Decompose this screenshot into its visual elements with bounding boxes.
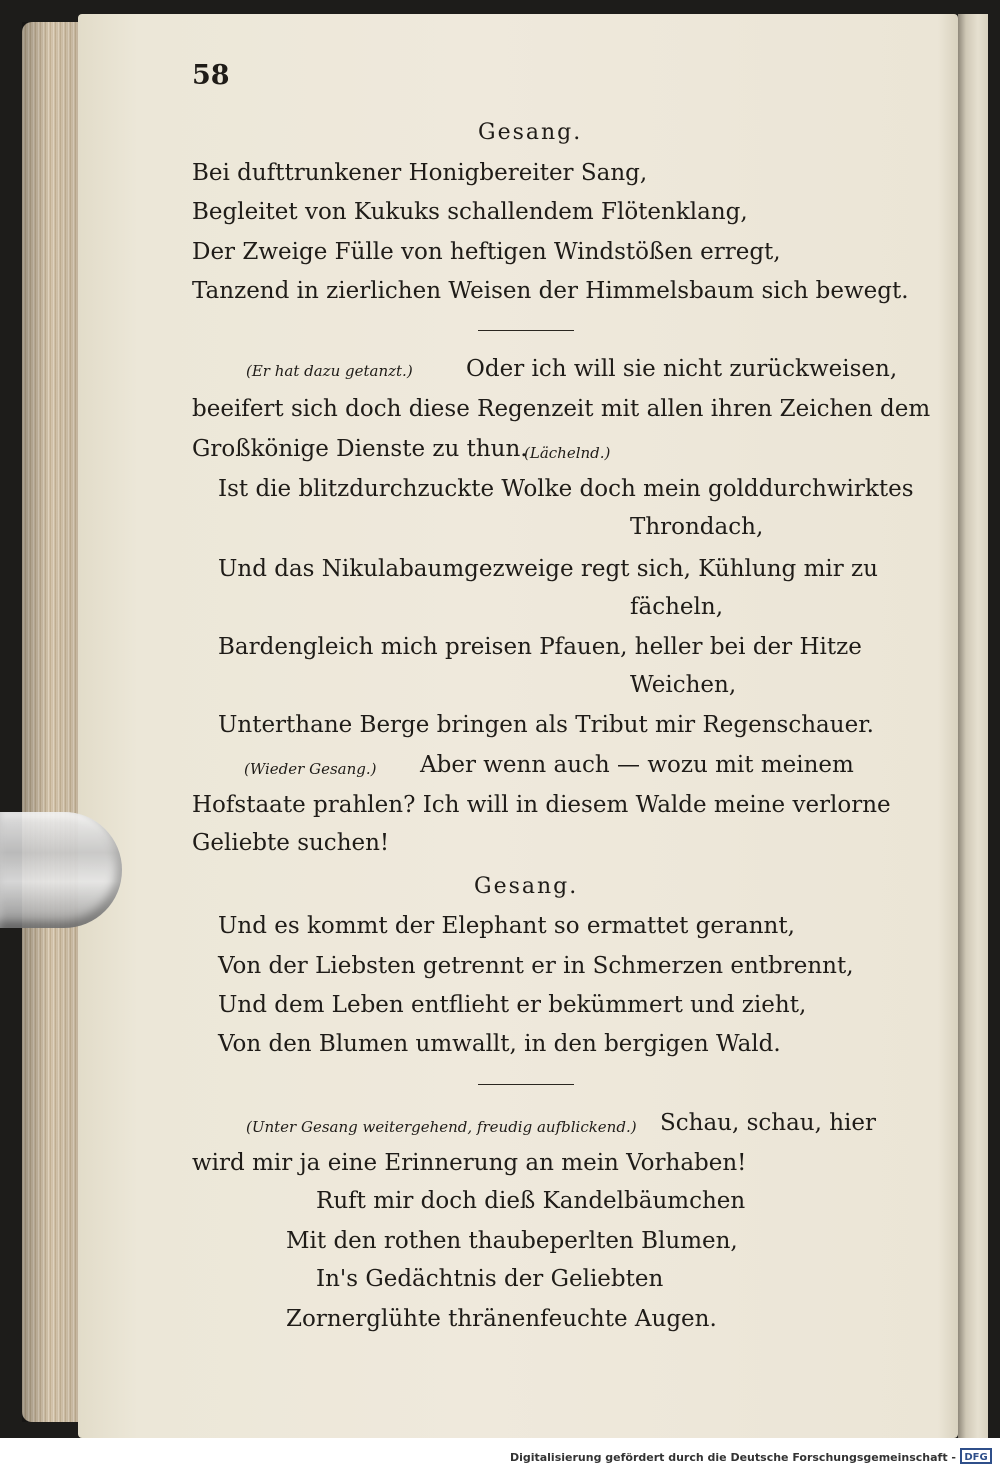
verse-line: In's Gedächtnis der Geliebten [316, 1266, 664, 1292]
page-clip [0, 812, 122, 928]
verse-line-continuation: fächeln, [630, 594, 724, 620]
verse-line-continuation: Throndach, [630, 514, 764, 540]
facing-page-edge [958, 14, 988, 1438]
stage-direction: (Unter Gesang weitergehend, freudig aufblickend.) [246, 1118, 637, 1136]
heading-gesang-2: Gesang. [474, 874, 579, 899]
footer-credit: Digitalisierung gefördert durch die Deutsche Forschungsgemeinschaft - [509, 1451, 956, 1464]
prose-line: Geliebte suchen! [192, 830, 390, 856]
heading-gesang-1: Gesang. [478, 120, 583, 145]
prose-line: wird mir ja eine Erinnerung an mein Vorhaben! [192, 1150, 747, 1176]
page-number: 58 [192, 60, 230, 91]
verse-line: Bei dufttrunkener Honigbereiter Sang, [192, 160, 648, 186]
verse-line: Zornerglühte thränenfeuchte Augen. [286, 1306, 717, 1332]
dfg-logo-icon: DFG [960, 1448, 992, 1464]
prose-line: Schau, schau, hier [660, 1110, 877, 1136]
verse-line: Von den Blumen umwallt, in den bergigen Wald. [218, 1031, 781, 1057]
prose-line: beeifert sich doch diese Regenzeit mit allen ihren Zeichen dem [192, 396, 931, 422]
verse-line: Von der Liebsten getrennt er in Schmerzen entbrennt, [218, 953, 854, 979]
stage-direction: (Er hat dazu getanzt.) [246, 362, 413, 380]
verse-line: Ruft mir doch dieß Kandelbäumchen [316, 1188, 746, 1214]
prose-line: Hofstaate prahlen? Ich will in diesem Walde meine verlorne [192, 792, 891, 818]
verse-line: Der Zweige Fülle von heftigen Windstößen erregt, [192, 239, 781, 265]
verse-line: Bardengleich mich preisen Pfauen, heller bei der Hitze [218, 634, 862, 660]
verse-line: Ist die blitzdurchzuckte Wolke doch mein golddurchwirktes [218, 476, 914, 502]
footer-bar [0, 1438, 1000, 1478]
verse-line: Unterthane Berge bringen als Tribut mir Regenschauer. [218, 712, 874, 738]
verse-line: Begleitet von Kukuks schallendem Flötenklang, [192, 199, 748, 225]
verse-line: Und das Nikulabaumgezweige regt sich, Kühlung mir zu [218, 556, 878, 582]
verse-line: Tanzend in zierlichen Weisen der Himmelsbaum sich bewegt. [192, 278, 909, 304]
stage-direction: (Lächelnd.) [524, 444, 611, 462]
verse-line: Mit den rothen thaubeperlten Blumen, [286, 1228, 738, 1254]
prose-line: Großkönige Dienste zu thun. [192, 436, 528, 462]
section-divider [478, 1084, 574, 1085]
verse-line: Und dem Leben entflieht er bekümmert und zieht, [218, 992, 807, 1018]
prose-line: Oder ich will sie nicht zurückweisen, [466, 356, 898, 382]
verse-line: Und es kommt der Elephant so ermattet gerannt, [218, 913, 795, 939]
prose-line: Aber wenn auch — wozu mit meinem [420, 752, 854, 778]
stage-direction: (Wieder Gesang.) [244, 760, 377, 778]
section-divider [478, 330, 574, 331]
verse-line-continuation: Weichen, [630, 672, 737, 698]
